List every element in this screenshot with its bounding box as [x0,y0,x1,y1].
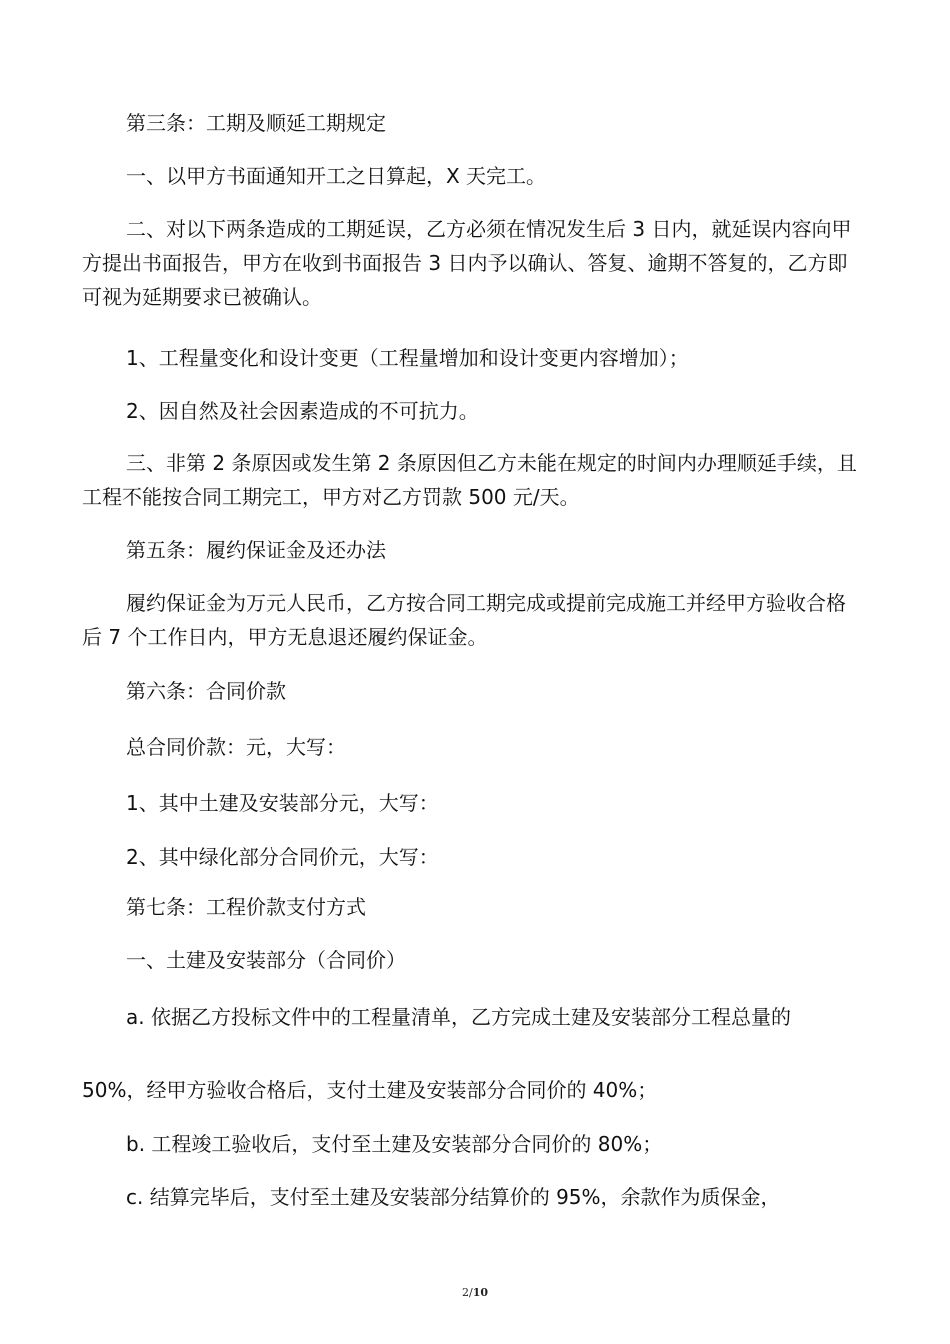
list-item: c. 结算完毕后，支付至土建及安装部分结算价的 95%，余款作为质保金， [126,1185,781,1209]
paragraph: 一、土建及安装部分（合同价） [126,948,406,972]
paragraph: 三、非第 2 条原因或发生第 2 条原因但乙方未能在规定的时间内办理顺延手续，且工程不能按合同工期完工，甲方对乙方罚款 500 元/天。 [82,451,857,509]
paragraph: 一、以甲方书面通知开工之日算起，X 天完工。 [126,164,547,188]
list-item-continuation: 50%，经甲方验收合格后，支付土建及安装部分合同价的 40%； [82,1078,658,1102]
list-item: a. 依据乙方投标文件中的工程量清单，乙方完成土建及安装部分工程总量的 [126,1005,791,1029]
list-item: b. 工程竣工验收后，支付至土建及安装部分合同价的 80%； [126,1132,663,1156]
list-item: 2、因自然及社会因素造成的不可抗力。 [126,399,479,423]
list-item: 1、其中土建及安装部分元，大写： [126,791,439,815]
page-total: 10 [472,1286,489,1299]
list-item: 2、其中绿化部分合同价元，大写： [126,845,439,869]
page-number [0,1286,950,1300]
article-7-heading: 第七条：工程价款支付方式 [126,895,366,919]
paragraph: 履约保证金为万元人民币，乙方按合同工期完成或提前完成施工并经甲方验收合格后 7 个工作日内，甲方无息退还履约保证金。 [82,591,846,649]
paragraph: 总合同价款：元，大写： [126,735,346,759]
article-5-heading: 第五条：履约保证金及还办法 [126,538,386,562]
article-3-heading: 第三条：工期及顺延工期规定 [126,111,386,135]
paragraph: 二、对以下两条造成的工期延误，乙方必须在情况发生后 3 日内，就延误内容向甲方提出书面报告，甲方在收到书面报告 3 日内予以确认、答复、逾期不答复的，乙方即可视为延期要求已被确认。 [82,217,852,309]
article-6-heading: 第六条：合同价款 [126,679,286,703]
page-current: 2/ [461,1286,473,1299]
list-item: 1、工程量变化和设计变更（工程量增加和设计变更内容增加）； [126,346,689,370]
